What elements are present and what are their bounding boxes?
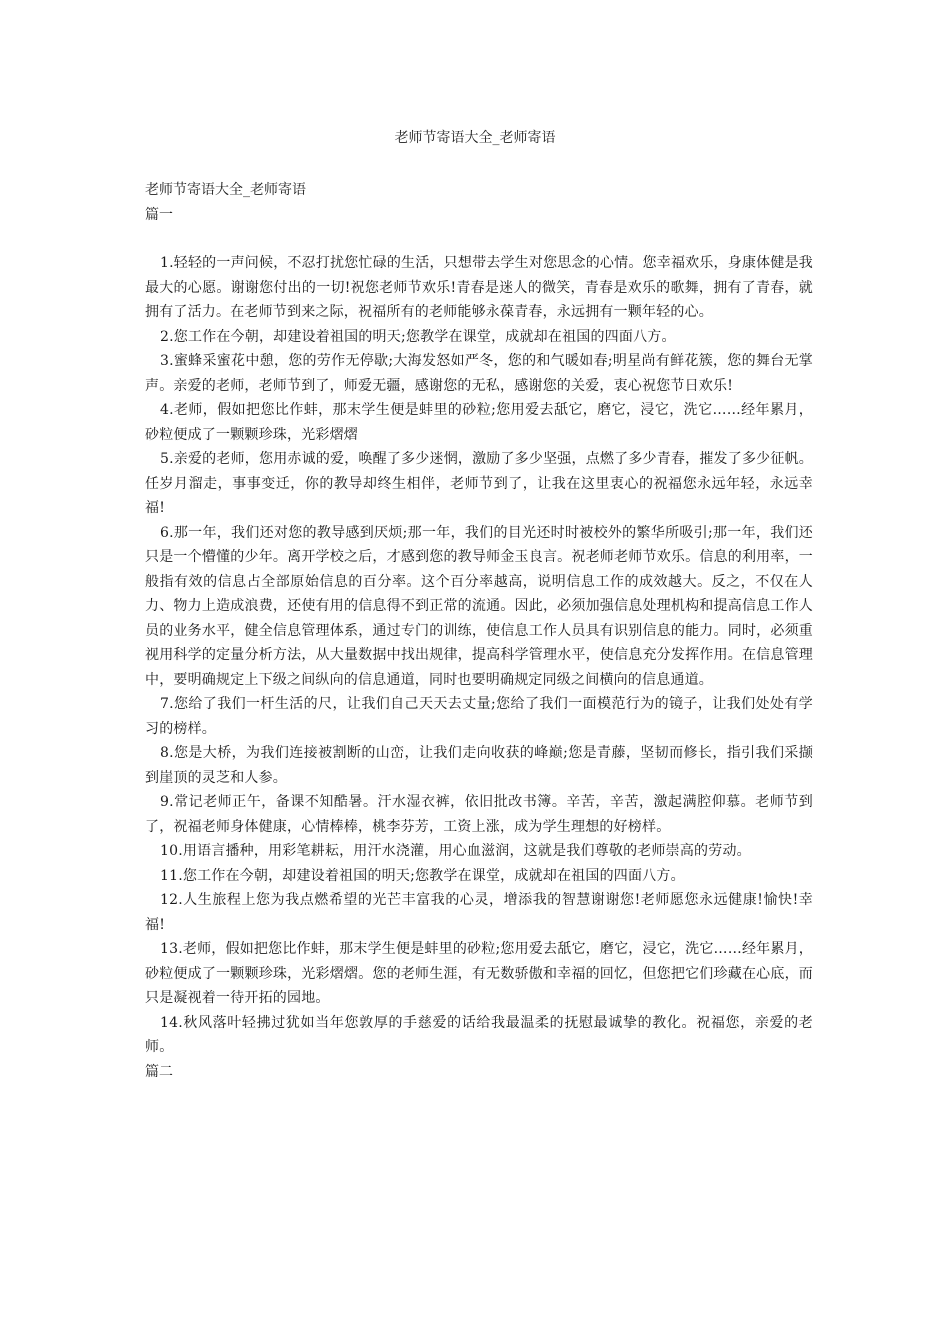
wish-paragraph: 9.常记老师正午，备课不知酷暑。汗水湿衣裤，依旧批改书簿。辛苦，辛苦，激起满腔仰慕。老师节到了，祝福老师身体健康，心情棒棒，桃李芬芳，工资上涨，成为学生理想的好榜样。 xyxy=(145,794,813,835)
wish-list xyxy=(145,251,813,1060)
wish-paragraph: 2.您工作在今朝，却建设着祖国的明天;您教学在课堂，成就却在祖国的四面八方。 xyxy=(160,328,676,345)
wish-paragraph: 6.那一年，我们还对您的教导感到厌烦;那一年，我们的目光还时时被校外的繁华所吸引;那一年，我们还只是一个懵懂的少年。离开学校之后，才感到您的教导师金玉良言。祝老师老师节欢乐。信息的利用率，一般指有效的信息占全部原始信息的百分率。这个百分率越高，说明信息工作的成效越大。反之，不仅在人力、物力上造成浪费，还使有用的信息得不到正常的流通。因此，必须加强信息处理机构和提高信息工作人员的业务水平，健全信息管理体系，通过专门的训练，使信息工作人员具有识别信息的能力。同时，必须重视用科学的定量分析方法，从大量数据中找出规律，提高科学管理水平，使信息充分发挥作用。在信息管理中，要明确规定上下级之间纵向的信息通道，同时也要明确规定同级之间横向的信息通道。 xyxy=(145,524,813,688)
wish-paragraph: 8.您是大桥，为我们连接被割断的山峦，让我们走向收获的峰巅;您是青藤，坚韧而修长，指引我们采撷到崖顶的灵芝和人参。 xyxy=(145,745,813,786)
wish-paragraph: 7.您给了我们一杆生活的尺，让我们自己天天去丈量;您给了我们一面模范行为的镜子，让我们处处有学习的榜样。 xyxy=(145,696,813,737)
wish-paragraph: 1.轻轻的一声问候，不忍打扰您忙碌的生活，只想带去学生对您思念的心情。您幸福欢乐，身康体健是我最大的心愿。谢谢您付出的一切!祝您老师节欢乐!青春是迷人的微笑，青春是欢乐的歌舞，拥有了青春，就拥有了活力。在老师节到来之际，祝福所有的老师能够永葆青春，永远拥有一颗年轻的心。 xyxy=(145,255,813,320)
document-title: 老师节寄语大全_老师寄语 xyxy=(394,130,556,146)
wish-paragraph: 13.老师，假如把您比作蚌，那末学生便是蚌里的砂粒;您用爱去舐它，磨它，浸它，洗它……经年累月，砂粒便成了一颗颗珍珠，光彩熠熠。您的老师生涯，有无数骄傲和幸福的回忆，但您把它们珍藏在心底，而只是凝视着一待开拓的园地。 xyxy=(145,941,813,1006)
wish-paragraph: 14.秋风落叶轻拂过犹如当年您敦厚的手慈爱的话给我最温柔的抚慰最诚挚的教化。祝福您，亲爱的老师。 xyxy=(145,1014,813,1055)
document-body xyxy=(145,178,813,1084)
wish-paragraph: 11.您工作在今朝，却建设着祖国的明天;您教学在课堂，成就却在祖国的四面八方。 xyxy=(160,867,685,884)
wish-paragraph: 5.亲爱的老师，您用赤诚的爱，唤醒了多少迷惘，激励了多少坚强，点燃了多少青春，摧发了多少征帆。任岁月溜走，事事变迁，你的教导却终生相伴，老师节到了，让我在这里衷心的祝福您永远年轻，永远幸福! xyxy=(145,451,813,516)
section-label-1: 篇一 xyxy=(145,206,173,223)
section-label-2: 篇二 xyxy=(145,1063,173,1080)
wish-paragraph: 12.人生旅程上您为我点燃希望的光芒丰富我的心灵，增添我的智慧谢谢您!老师愿您永远健康!愉快!幸福! xyxy=(145,892,813,933)
document-subtitle: 老师节寄语大全_老师寄语 xyxy=(145,182,306,198)
wish-paragraph: 10.用语言播种，用彩笔耕耘，用汗水浇灌，用心血滋润，这就是我们尊敬的老师崇高的劳动。 xyxy=(160,843,751,859)
wish-paragraph: 3.蜜蜂采蜜花中憩，您的劳作无停歇;大海发怒如严冬，您的和气暖如春;明星尚有鲜花簇，您的舞台无掌声。亲爱的老师，老师节到了，师爱无疆，感谢您的无私，感谢您的关爱，衷心祝您节日欢乐! xyxy=(145,353,813,394)
paragraph-spacer xyxy=(145,227,813,251)
wish-paragraph: 4.老师，假如把您比作蚌，那末学生便是蚌里的砂粒;您用爱去舐它，磨它，浸它，洗它……经年累月，砂粒便成了一颗颗珍珠，光彩熠熠 xyxy=(145,402,813,443)
